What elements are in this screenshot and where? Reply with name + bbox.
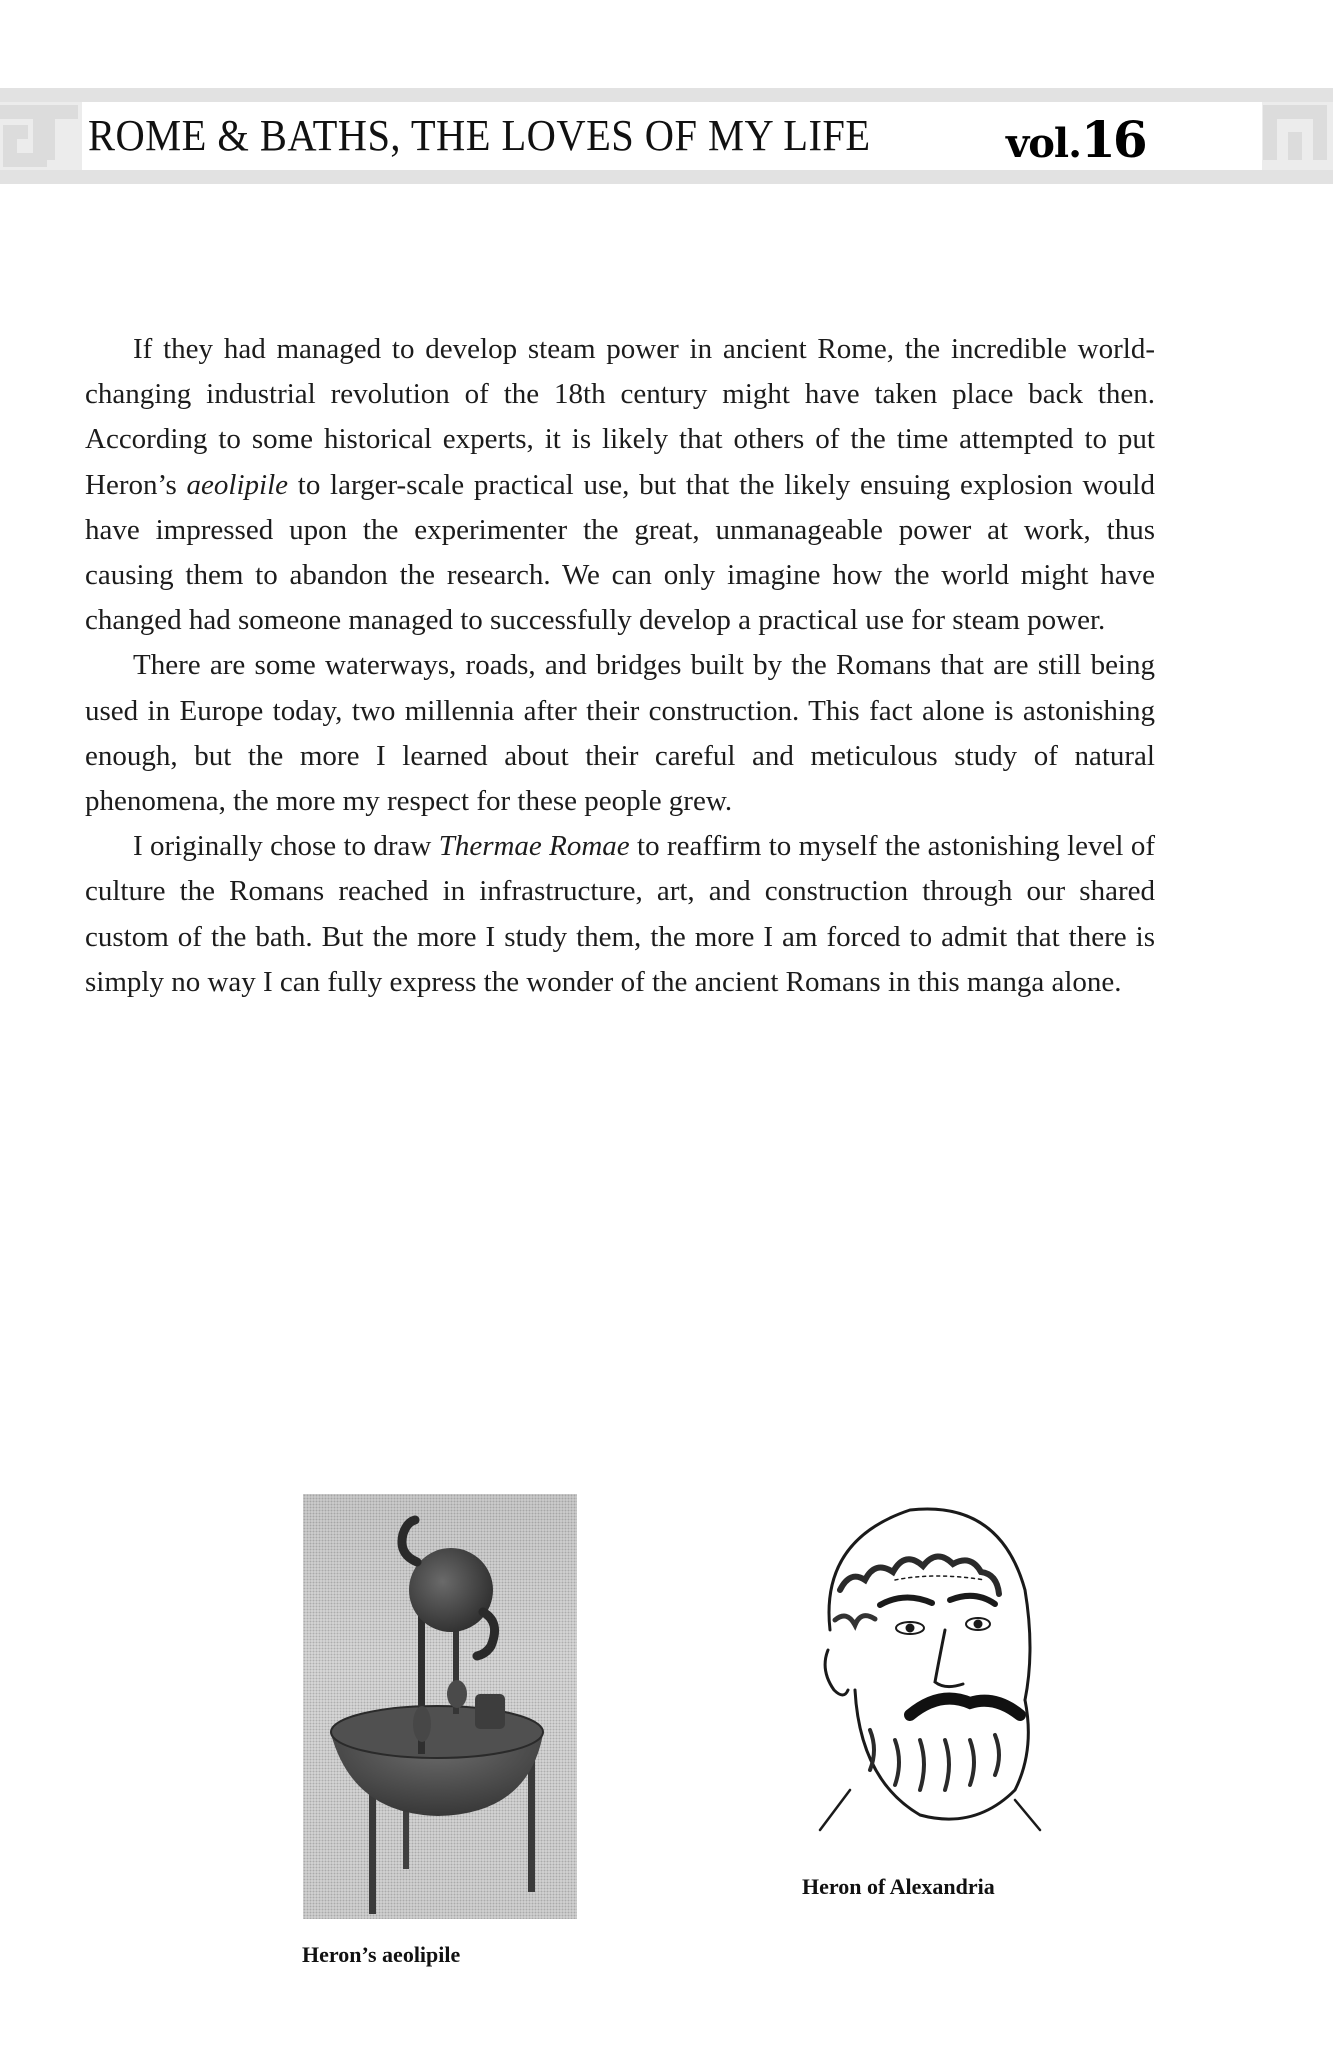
- header-banner: [0, 88, 1333, 184]
- aeolipile-illustration-icon: [303, 1494, 577, 1919]
- paragraph-3-text-a: I originally chose to draw: [133, 830, 439, 863]
- volume-label: [1006, 110, 1145, 169]
- paragraph-1: [85, 327, 1155, 643]
- banner-band-bottom: [0, 170, 1333, 184]
- aeolipile-caption: Heron’s aeolipile: [302, 1942, 461, 1967]
- volume-number: 16: [1081, 110, 1145, 169]
- essay-body: [85, 327, 1155, 1005]
- aeolipile-photo: [303, 1494, 577, 1919]
- paragraph-3: [85, 824, 1155, 1005]
- series-title: ROME & BATHS, THE LOVES OF MY LIFE: [88, 111, 871, 160]
- paragraph-1-text-b: to larger-scale practical use, but that the likely ensuing explosion would have impressed upon the experimenter the great, unmanageable power at work, thus causing them to abandon the research. We can only imagine how the world might have changed had someone managed to successfully develop a practical use for steam power.: [85, 468, 1155, 637]
- heron-portrait-illustration-icon: [800, 1500, 1050, 1850]
- paragraph-1-text-a: If they had managed to develop steam power in ancient Rome, the incredible world-changing industrial revolution of the 18th century might have taken place back then. According to some historical experts, it is likely that others of the time attempted to put Heron’s: [85, 333, 1155, 501]
- paragraph-3-text-b: to reaffirm to myself the astonishing level of culture the Romans reached in infrastructure, art, and construction through our shared custom of the bath. But the more I study them, the more I am forced to admit that there is simply no way I can fully express the wonder of the ancient Romans in this manga alone.: [85, 830, 1155, 998]
- volume-prefix: vol.: [1006, 120, 1082, 167]
- paragraph-1-italic: aeolipile: [186, 468, 289, 501]
- banner-band-top: [0, 88, 1333, 102]
- heron-caption: Heron of Alexandria: [802, 1874, 995, 1899]
- heron-portrait: [800, 1500, 1050, 1850]
- paragraph-2-text: There are some waterways, roads, and bridges built by the Romans that are still being used in Europe today, two millennia after their construction. This fact alone is astonishing enough, but the more I learned about their careful and meticulous study of natural phenomena, the more my respect for these people grew.: [85, 649, 1155, 818]
- paragraph-3-italic: Thermae Romae: [438, 830, 630, 863]
- page-title: [88, 110, 1145, 169]
- paragraph-2: [85, 643, 1155, 824]
